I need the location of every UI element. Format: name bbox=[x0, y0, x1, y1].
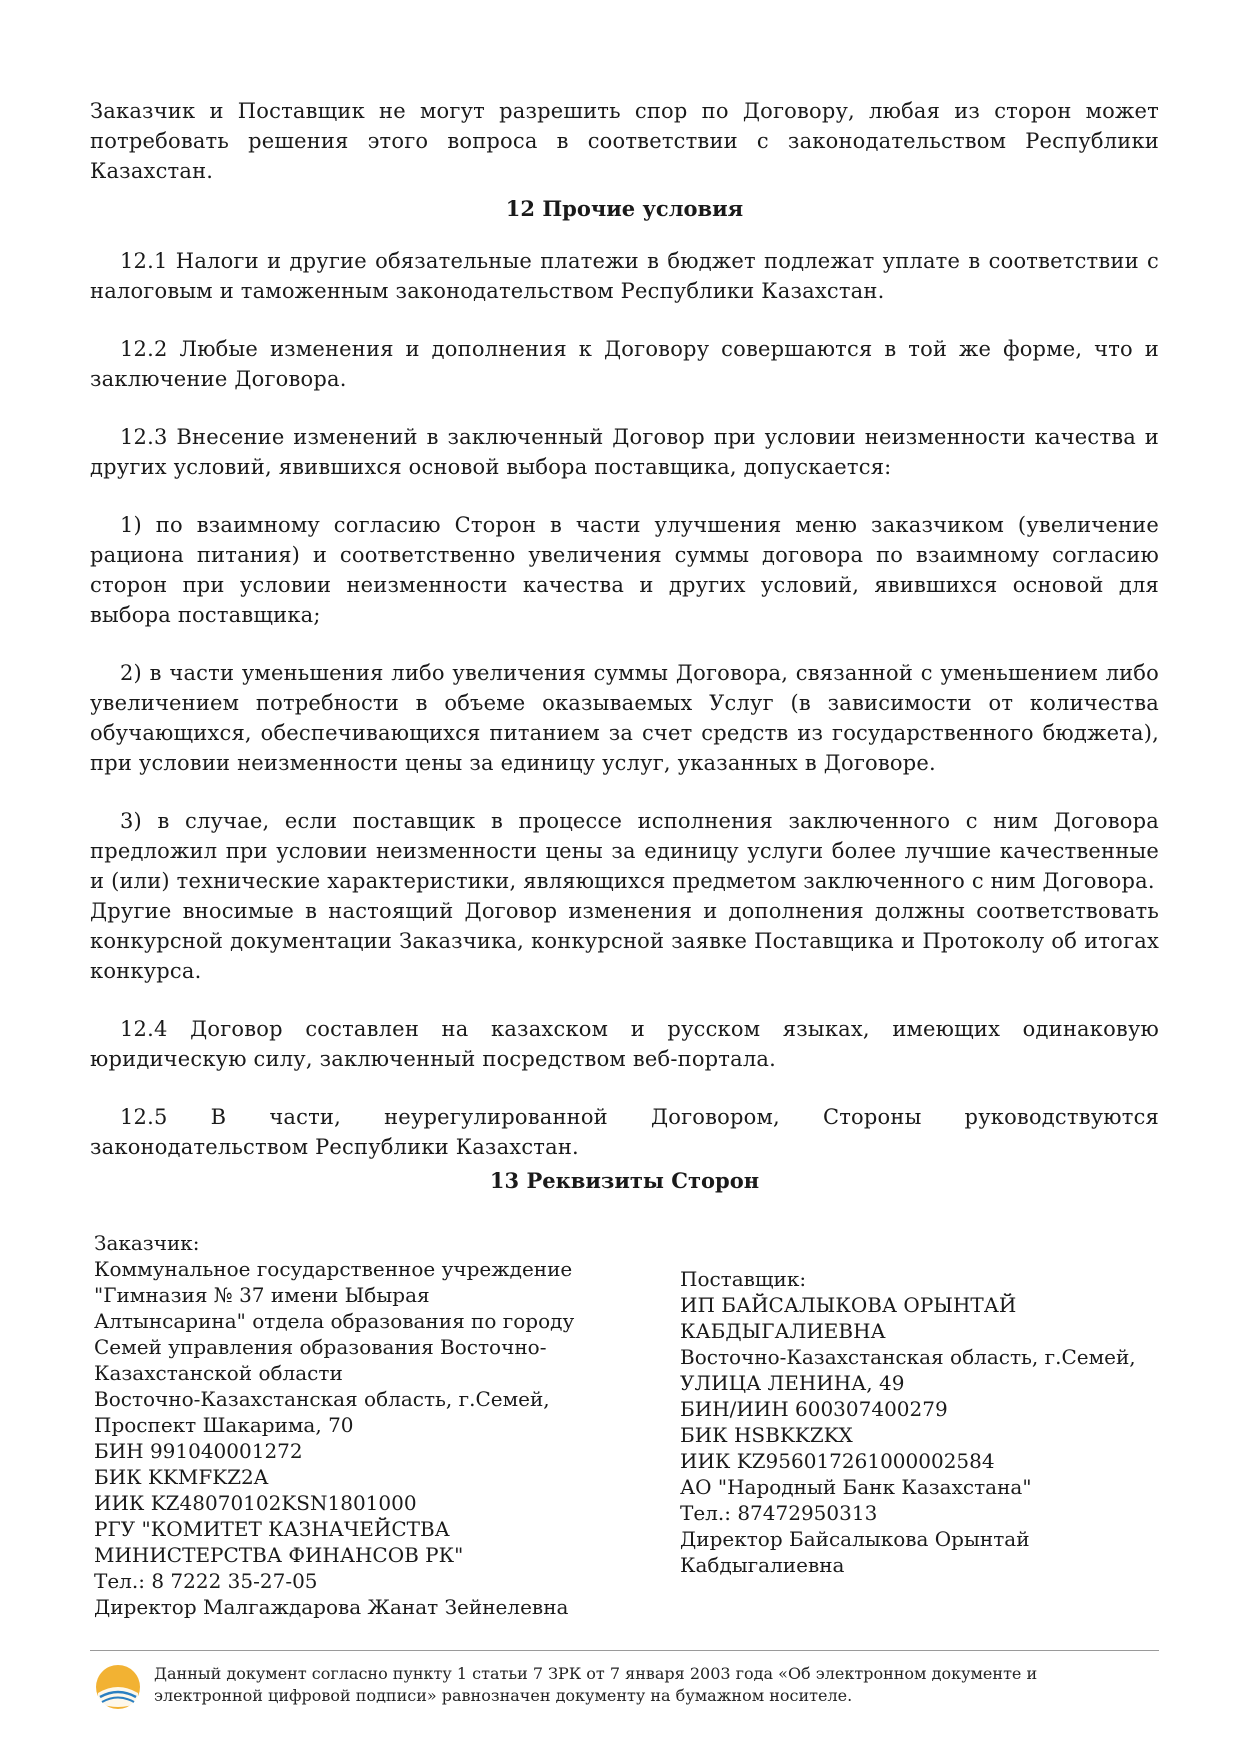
section-13-title: 13 Реквизиты Сторон bbox=[489, 1168, 760, 1193]
clause-12-5: 12.5 В части, неурегулированной Договором, Стороны руководствуются законодательством Республики Казахстан. bbox=[90, 1105, 1159, 1159]
clause-12-3-item-1: 1) по взаимному согласию Сторон в части улучшения меню заказчиком (увеличение рациона питания) и соответственно увеличения суммы договора по взаимному согласию сторон при условии неизменности качества и других условий, явившихся основой для выбора поставщика; bbox=[90, 513, 1159, 627]
egov-sun-logo-icon bbox=[94, 1663, 142, 1711]
customer-line: Заказчик: bbox=[94, 1231, 200, 1255]
supplier-line: БИН/ИИН 600307400279 bbox=[680, 1397, 948, 1421]
customer-line: БИК KKMFKZ2A bbox=[94, 1465, 269, 1489]
footer-text bbox=[154, 1663, 1037, 1707]
supplier-line: УЛИЦА ЛЕНИНА, 49 bbox=[680, 1371, 905, 1395]
dispute-paragraph: Заказчик и Поставщик не могут разрешить спор по Договору, любая из сторон может потребовать решения этого вопроса в соответствии с законодательством Республики Казахстан. bbox=[90, 99, 1159, 183]
supplier-line: Кабдыгалиевна bbox=[680, 1553, 845, 1577]
clause-12-3: 12.3 Внесение изменений в заключенный Договор при условии неизменности качества и других условий, явившихся основой выбора поставщика, допускается: bbox=[90, 425, 1159, 479]
customer-line: Алтынсарина" отдела образования по городу bbox=[94, 1309, 575, 1333]
clause-12-4: 12.4 Договор составлен на казахском и русском языках, имеющих одинаковую юридическую силу, заключенный посредством веб-портала. bbox=[90, 1017, 1159, 1071]
clause-12-1: 12.1 Налоги и другие обязательные платежи в бюджет подлежат уплате в соответствии с налоговым и таможенным законодательством Республики Казахстан. bbox=[90, 249, 1159, 303]
supplier-line: ИИК KZ956017261000002584 bbox=[680, 1449, 995, 1473]
customer-line: Семей управления образования Восточно- bbox=[94, 1335, 547, 1359]
footer-line-2: электронной цифровой подписи» равнозначен документу на бумажном носителе. bbox=[154, 1686, 853, 1705]
customer-line: Тел.: 8 7222 35-27-05 bbox=[94, 1569, 318, 1593]
customer-line: МИНИСТЕРСТВА ФИНАНСОВ РК" bbox=[94, 1543, 464, 1567]
customer-line: ИИК KZ48070102KSN1801000 bbox=[94, 1491, 417, 1515]
clause-12-3-continuation: Другие вносимые в настоящий Договор изменения и дополнения должны соответствовать конкурсной документации Заказчика, конкурсной заявке Поставщика и Протоколу об итогах конкурса. bbox=[90, 899, 1159, 983]
footer-note bbox=[90, 1650, 1159, 1711]
customer-line: Коммунальное государственное учреждение bbox=[94, 1257, 573, 1281]
supplier-line: ИП БАЙСАЛЫКОВА ОРЫНТАЙ bbox=[680, 1293, 1017, 1317]
supplier-line: КАБДЫГАЛИЕВНА bbox=[680, 1319, 886, 1343]
clause-12-2: 12.2 Любые изменения и дополнения к Договору совершаются в той же форме, что и заключение Договора. bbox=[90, 337, 1159, 391]
supplier-line: АО "Народный Банк Казахстана" bbox=[680, 1475, 1032, 1499]
supplier-details bbox=[680, 1266, 1160, 1578]
clause-12-3-item-3: 3) в случае, если поставщик в процессе исполнения заключенного с ним Договора предложил при условии неизменности цены за единицу услуги более лучшие качественные и (или) технические характеристики, являющихся предметом заключенного с ним Договора. bbox=[90, 809, 1159, 893]
supplier-line: Восточно-Казахстанская область, г.Семей, bbox=[680, 1345, 1136, 1369]
document-page bbox=[90, 96, 1159, 1650]
customer-line: Директор Малгаждарова Жанат Зейнелевна bbox=[94, 1595, 569, 1619]
customer-line: Казахстанской области bbox=[94, 1361, 343, 1385]
customer-details bbox=[94, 1230, 594, 1620]
party-details bbox=[90, 1230, 1159, 1650]
customer-line: Восточно-Казахстанская область, г.Семей, bbox=[94, 1387, 550, 1411]
footer-line-1: Данный документ согласно пункту 1 статьи 7 ЗРК от 7 января 2003 года «Об электронном документе и bbox=[154, 1664, 1038, 1683]
customer-line: БИН 991040001272 bbox=[94, 1439, 303, 1463]
customer-line: "Гимназия № 37 имени Ыбырая bbox=[94, 1283, 430, 1307]
clause-12-3-item-2: 2) в части уменьшения либо увеличения суммы Договора, связанной с уменьшением либо увеличением потребности в объеме оказываемых Услуг (в зависимости от количества обучающихся, обеспечивающихся питанием за счет средств из государственного бюджета), при условии неизменности цены за единицу услуг, указанных в Договоре. bbox=[90, 661, 1159, 775]
customer-line: Проспект Шакарима, 70 bbox=[94, 1413, 354, 1437]
supplier-line: БИК HSBKKZKX bbox=[680, 1423, 853, 1447]
section-12-title: 12 Прочие условия bbox=[505, 196, 744, 221]
supplier-line: Поставщик: bbox=[680, 1267, 807, 1291]
supplier-line: Тел.: 87472950313 bbox=[680, 1501, 878, 1525]
supplier-line: Директор Байсалыкова Орынтай bbox=[680, 1527, 1030, 1551]
customer-line: РГУ "КОМИТЕТ КАЗНАЧЕЙСТВА bbox=[94, 1517, 450, 1541]
